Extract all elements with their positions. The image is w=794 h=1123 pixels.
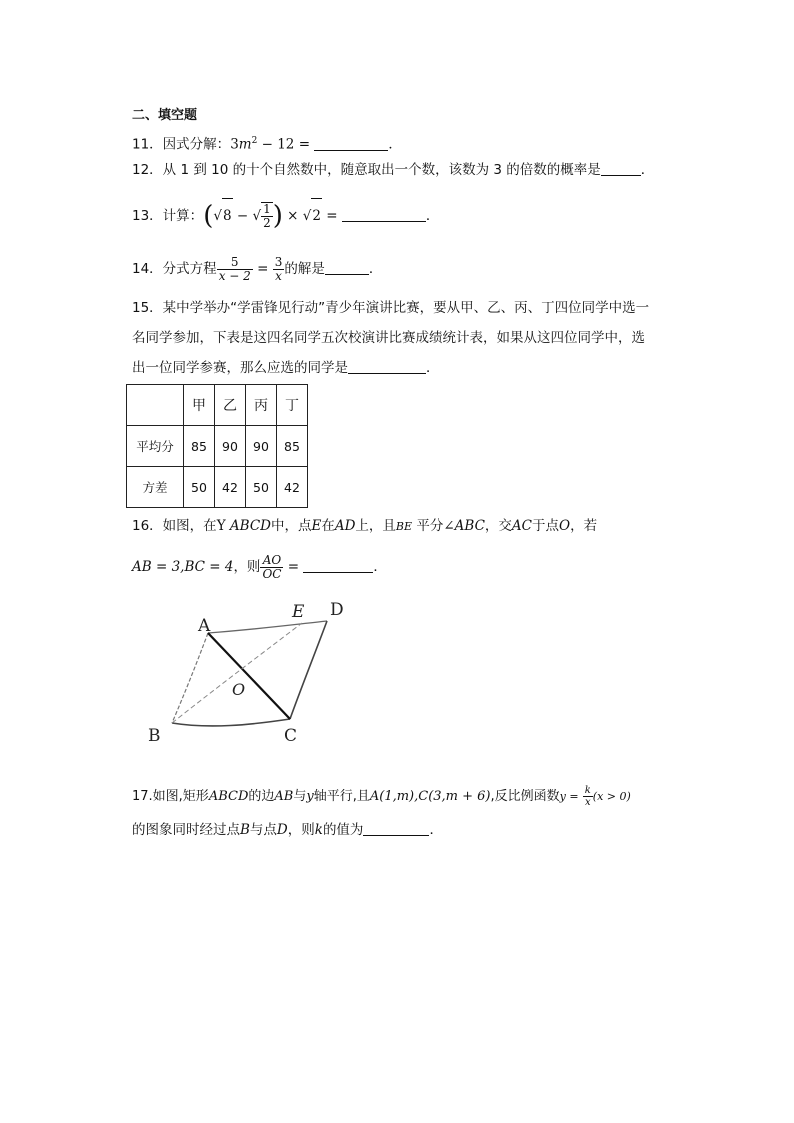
- side-dc: [290, 621, 327, 719]
- label-e: E: [292, 602, 305, 622]
- fraction-half: $\frac{1}{2}$: [263, 202, 271, 230]
- question-13: 13．计算：(√8 − √ $\frac{1}{2}$ ) × √2 = ．: [132, 198, 439, 233]
- question-16-line-1: 16．如图，在Y ABCD中，点E在AD上，且BE 平分∠ABC，交AC于点O，若: [132, 518, 598, 534]
- answer-blank-12[interactable]: [601, 161, 641, 176]
- label-d: D: [330, 600, 344, 620]
- score-table: [126, 384, 308, 508]
- question-17-line-2: 的图象同时经过点B与点D，则k的值为 ．: [132, 822, 443, 838]
- fraction-ao-over-oc: $\frac{AO}{OC}$: [262, 552, 282, 581]
- label-b: B: [148, 726, 161, 746]
- question-15-line-1: 15．某中学举办“学雷锋见行动”青少年演讲比赛，要从甲、乙、丙、丁四位同学中选一: [132, 300, 650, 316]
- side-ab: [172, 633, 208, 723]
- label-o: O: [232, 680, 246, 699]
- side-bc: [172, 719, 290, 726]
- answer-blank-15[interactable]: [348, 359, 426, 374]
- fraction-k-over-x: $\frac{k}{x}$: [584, 785, 591, 808]
- question-11: 11．因式分解：$3m^2 - 12$ = ．: [132, 136, 402, 153]
- label-c: C: [284, 726, 298, 746]
- answer-blank-11[interactable]: [314, 136, 388, 151]
- table-row: 平均分 85 90 90 85: [127, 426, 308, 467]
- answer-blank-17[interactable]: [363, 821, 429, 836]
- answer-blank-16[interactable]: [303, 558, 373, 573]
- table-header-row: 甲 乙 丙 丁: [127, 385, 308, 426]
- question-12: 12．从 1 到 10 的十个自然数中，随意取出一个数，该数为 3 的倍数的概率是 ．: [132, 162, 655, 178]
- parallelogram-figure: [140, 595, 360, 755]
- side-ad: [208, 621, 327, 633]
- question-14: 14．分式方程 $\frac{5}{x - 2}$ = $\frac{3}{x}$ 的解是 ．: [132, 254, 383, 283]
- section-heading: 二、填空题: [132, 108, 198, 123]
- question-15-line-2: 名同学参加，下表是这四名同学五次校演讲比赛成绩统计表，如果从这四位同学中，选: [132, 330, 645, 346]
- bisector-be: [172, 623, 302, 723]
- table-row: 方差 50 42 50 42: [127, 467, 308, 508]
- fraction-5-over-x-minus-2: $\frac{5}{x - 2}$: [218, 254, 251, 283]
- answer-blank-14[interactable]: [325, 260, 369, 275]
- question-16-line-2: AB = 3,BC = 4，则 $\frac{AO}{OC}$ = ．: [132, 552, 387, 581]
- fraction-3-over-x: $\frac{3}{x}$: [274, 254, 283, 283]
- label-a: A: [198, 616, 211, 636]
- answer-blank-13[interactable]: [342, 207, 426, 222]
- question-15-line-3: 出一位同学参赛，那么应选的同学是 ．: [132, 360, 440, 376]
- question-17-line-1: 17.如图,矩形ABCD的边AB与y轴平行,且A(1,m),C(3,m + 6),反比例函数y = $\frac{k}{x}$ (x > 0): [132, 785, 631, 808]
- diagonal-ac: [208, 633, 290, 719]
